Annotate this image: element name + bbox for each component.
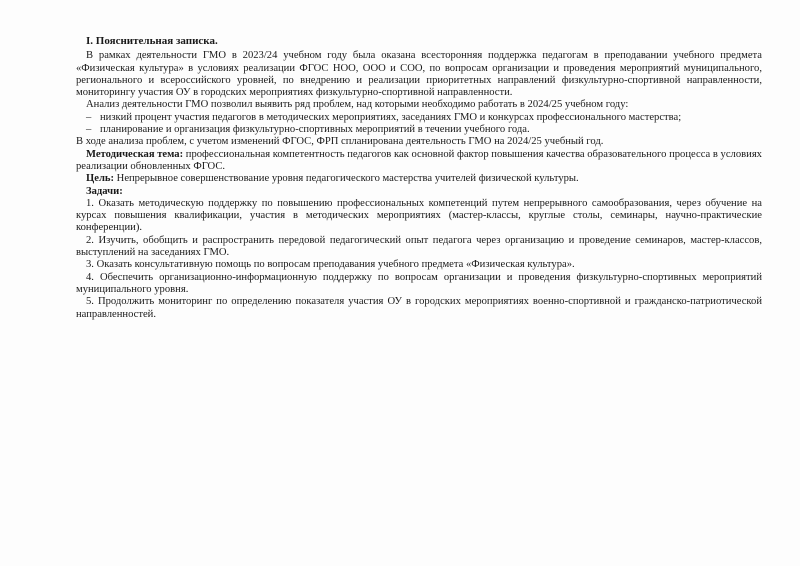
document-body <box>76 35 762 321</box>
method-theme <box>76 149 762 174</box>
dash-bullet: – <box>86 111 92 123</box>
problem-text: низкий процент участия педагогов в методических мероприятиях, заседаниях ГМО и конкурсах профессионального мастерства; <box>100 111 682 123</box>
task-item: 4. Обеспечить организационно-информационную поддержку по вопросам организации и проведения физкультурно-спортивных мероприятий муниципального уровня. <box>76 271 762 295</box>
tasks-heading: Задачи: <box>86 185 123 197</box>
problem-item <box>76 112 762 124</box>
task-item: 2. Изучить, обобщить и распространить передовой педагогический опыт педагога через организацию и проведение семинаров, мастер-классов, выступлений на заседаниях ГМО. <box>76 234 762 259</box>
task-item: 3. Оказать консультативную помощь по вопросам преподавания учебного предмета «Физическая культура». <box>86 259 575 271</box>
task-item: 5. Продолжить мониторинг по определению показателя участия ОУ в городских мероприятиях военно-спортивной и гражданско-патриотической направленностей. <box>76 296 762 320</box>
goal-text: Непрерывное совершенствование уровня педагогического мастерства учителей физической культуры. <box>114 173 579 185</box>
method-theme-text: профессиональная компетентность педагогов как основной фактор повышения качества образовательного процесса в условиях реализации обновленных ФГОС. <box>76 148 762 172</box>
problem-text: планирование и организация физкультурно-спортивных мероприятий в течении учебного года. <box>100 124 530 136</box>
analysis-paragraph: Анализ деятельности ГМО позволил выявить ряд проблем, над которыми необходимо работать в 2024/25 учебном году: <box>86 99 629 111</box>
planning-paragraph: В ходе анализа проблем, с учетом изменений ФГОС, ФРП спланирована деятельность ГМО на 2024/25 учебный год. <box>76 136 604 148</box>
task-item: 1. Оказать методическую поддержку по повышению профессиональных компетенций путем непрерывного самообразования, через обучение на курсах повышения квалификации, участия в методических мероприятиях (мастер-классы, круглые столы, семинары, научно-практические конференции). <box>76 197 762 234</box>
method-theme-label: Методическая тема: <box>86 148 184 160</box>
goal <box>76 173 762 185</box>
dash-bullet: – <box>86 124 92 136</box>
intro-paragraph: В рамках деятельности ГМО в 2023/24 учебном году была оказана всесторонняя поддержка педагогам в преподавании учебного предмета «Физическая культура» в условиях реализации ФГОС НОО, ООО и СОО, по вопросам организации и проведения мероприятий муниципального, регионального и всероссийского уровней, по внедрению и реализации приоритетных направлений физкультурно-спортивной направленности, мониторингу участия ОУ в городских мероприятиях физкультурно-спортивной направленности. <box>76 50 762 99</box>
problem-item <box>76 124 762 136</box>
section-title: I. Пояснительная записка. <box>86 35 218 47</box>
goal-label: Цель: <box>86 173 115 185</box>
